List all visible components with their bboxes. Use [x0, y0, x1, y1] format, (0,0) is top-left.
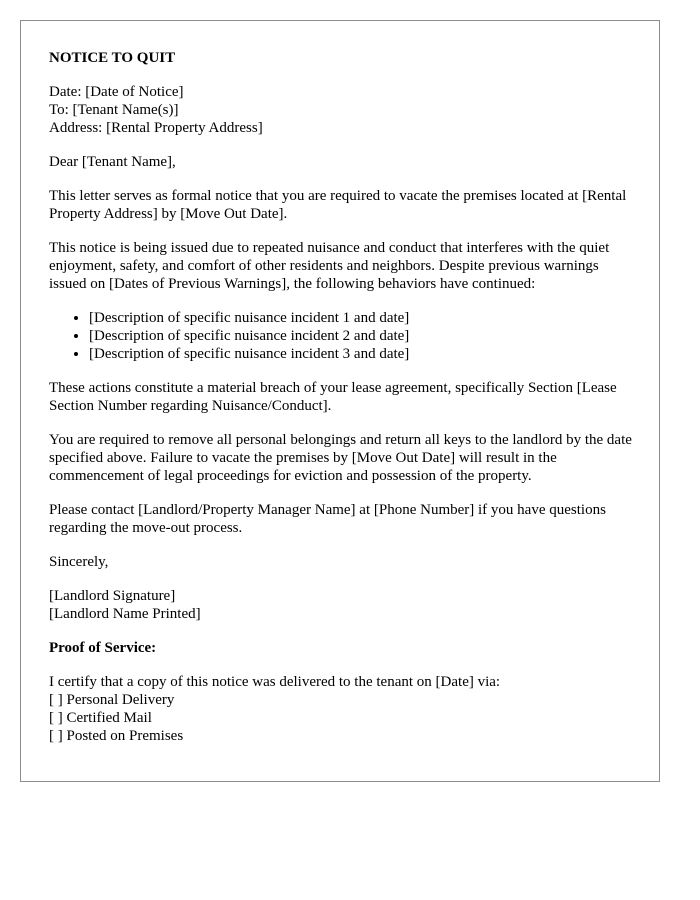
breach-paragraph: These actions constitute a material breach of your lease agreement, specifically Section [Lease Section Number regarding Nuisance/Conduct]. [49, 380, 617, 414]
reason-paragraph: This notice is being issued due to repeated nuisance and conduct that interferes with the quiet enjoyment, safety, and comfort of other residents and neighbors. Despite previous warnings issued on [Dates of Previous Warnings], the following behaviors have continued: [49, 240, 610, 292]
closing: Sincerely, [49, 554, 109, 570]
signature-block [49, 587, 639, 623]
list-item: • [Description of specific nuisance incident 1 and date] [89, 309, 639, 327]
salutation: Dear [Tenant Name], [49, 154, 176, 170]
contact-paragraph: Please contact [Landlord/Property Manager Name] at [Phone Number] if you have questions regarding the move-out process. [49, 502, 606, 536]
landlord-printed-name: [Landlord Name Printed] [49, 606, 201, 622]
property-address: Address: [Rental Property Address] [49, 120, 263, 136]
incident-list [49, 309, 639, 363]
landlord-signature: [Landlord Signature] [49, 588, 176, 604]
intro-paragraph: This letter serves as formal notice that you are required to vacate the premises located at [Rental Property Address] by [Move Out Date]. [49, 188, 627, 222]
document-title: NOTICE TO QUIT [49, 50, 176, 66]
document-body [49, 49, 639, 761]
header-block [49, 83, 639, 137]
list-item: • [Description of specific nuisance incident 3 and date] [89, 345, 639, 363]
delivery-option-certified-mail: [ ] Certified Mail [49, 710, 152, 726]
delivery-option-personal: [ ] Personal Delivery [49, 692, 175, 708]
proof-of-service-block [49, 673, 639, 745]
list-item: • [Description of specific nuisance incident 2 and date] [89, 327, 639, 345]
requirements-paragraph: You are required to remove all personal belongings and return all keys to the landlord by the date specified above. Failure to vacate the premises by [Move Out Date] will result in the commencement of legal proceedings for eviction and possession of the property. [49, 432, 632, 484]
notice-document [20, 20, 660, 782]
notice-date: Date: [Date of Notice] [49, 84, 184, 100]
delivery-option-posted: [ ] Posted on Premises [49, 728, 184, 744]
tenant-name: To: [Tenant Name(s)] [49, 102, 179, 118]
proof-statement: I certify that a copy of this notice was delivered to the tenant on [Date] via: [49, 674, 501, 690]
proof-of-service-heading: Proof of Service: [49, 640, 157, 656]
